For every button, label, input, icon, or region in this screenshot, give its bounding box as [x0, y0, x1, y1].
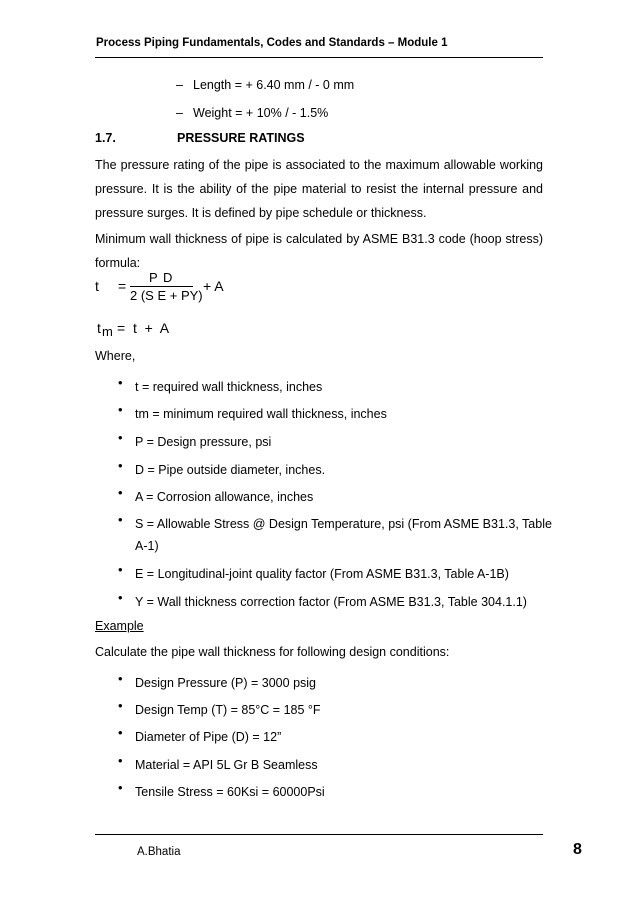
bullet-icon: • [118, 780, 123, 795]
definition-text: P = Design pressure, psi [135, 435, 272, 449]
paragraph-line: pressure. It is the ability of the pipe material to resist the internal pressure and [95, 182, 543, 196]
bullet-icon: • [118, 590, 123, 605]
tolerance-text: Weight = + 10% / - 1.5% [193, 106, 329, 120]
section-number: 1.7. [95, 131, 116, 145]
bullet-icon: • [118, 485, 123, 500]
section-title: PRESSURE RATINGS [177, 131, 305, 145]
formula-tm-subscript: m [102, 324, 113, 339]
paragraph-line: pressure surges. It is defined by pipe schedule or thickness. [95, 206, 427, 220]
definition-text: S = Allowable Stress @ Design Temperature, psi (From ASME B31.3, Table [135, 517, 552, 531]
tolerance-text: Length = + 6.40 mm / - 0 mm [193, 78, 355, 92]
footer-author: A.Bhatia [137, 846, 181, 858]
where-label: Where, [95, 349, 136, 363]
bullet-icon: • [118, 671, 123, 686]
condition-text: Design Pressure (P) = 3000 psig [135, 676, 316, 690]
paragraph-line: The pressure rating of the pipe is associated to the maximum allowable working [95, 158, 543, 172]
formula-plus-a: + A [203, 278, 224, 294]
header-rule [95, 57, 543, 58]
dash-mark: – [176, 106, 183, 120]
definition-text: t = required wall thickness, inches [135, 380, 323, 394]
page-number: 8 [573, 841, 582, 858]
paragraph-line: formula: [95, 256, 141, 270]
bullet-icon: • [118, 512, 123, 527]
bullet-icon: • [118, 725, 123, 740]
condition-text: Tensile Stress = 60Ksi = 60000Psi [135, 785, 325, 799]
formula-tm-rest: = t + A [117, 320, 170, 336]
bullet-icon: • [118, 402, 123, 417]
example-intro: Calculate the pipe wall thickness for following design conditions: [95, 645, 450, 659]
dash-mark: – [176, 78, 183, 92]
formula-denominator: 2 (S E + PY) [130, 288, 203, 303]
definition-text: A = Corrosion allowance, inches [135, 490, 314, 504]
example-heading: Example [95, 619, 144, 633]
bullet-icon: • [118, 753, 123, 768]
bullet-icon: • [118, 562, 123, 577]
bullet-icon: • [118, 375, 123, 390]
formula-numerator: P D [149, 270, 174, 285]
definition-text: tm = minimum required wall thickness, inches [135, 407, 387, 421]
definition-text: Y = Wall thickness correction factor (From ASME B31.3, Table 304.1.1) [135, 595, 527, 609]
condition-text: Material = API 5L Gr B Seamless [135, 758, 318, 772]
bullet-icon: • [118, 430, 123, 445]
condition-text: Design Temp (T) = 85°C = 185 °F [135, 703, 321, 717]
definition-text: A-1) [135, 539, 159, 553]
fraction-bar [130, 286, 193, 287]
definition-text: D = Pipe outside diameter, inches. [135, 463, 326, 477]
bullet-icon: • [118, 698, 123, 713]
definition-text: E = Longitudinal-joint quality factor (From ASME B31.3, Table A-1B) [135, 567, 509, 581]
page-header-title: Process Piping Fundamentals, Codes and Standards – Module 1 [96, 37, 448, 49]
formula-equals: = [118, 278, 127, 294]
formula-tm-base: t [97, 320, 101, 336]
condition-text: Diameter of Pipe (D) = 12” [135, 730, 282, 744]
bullet-icon: • [118, 458, 123, 473]
paragraph-line: Minimum wall thickness of pipe is calculated by ASME B31.3 code (hoop stress) [95, 232, 543, 246]
footer-rule [95, 834, 543, 835]
formula-lhs: t [95, 278, 99, 294]
